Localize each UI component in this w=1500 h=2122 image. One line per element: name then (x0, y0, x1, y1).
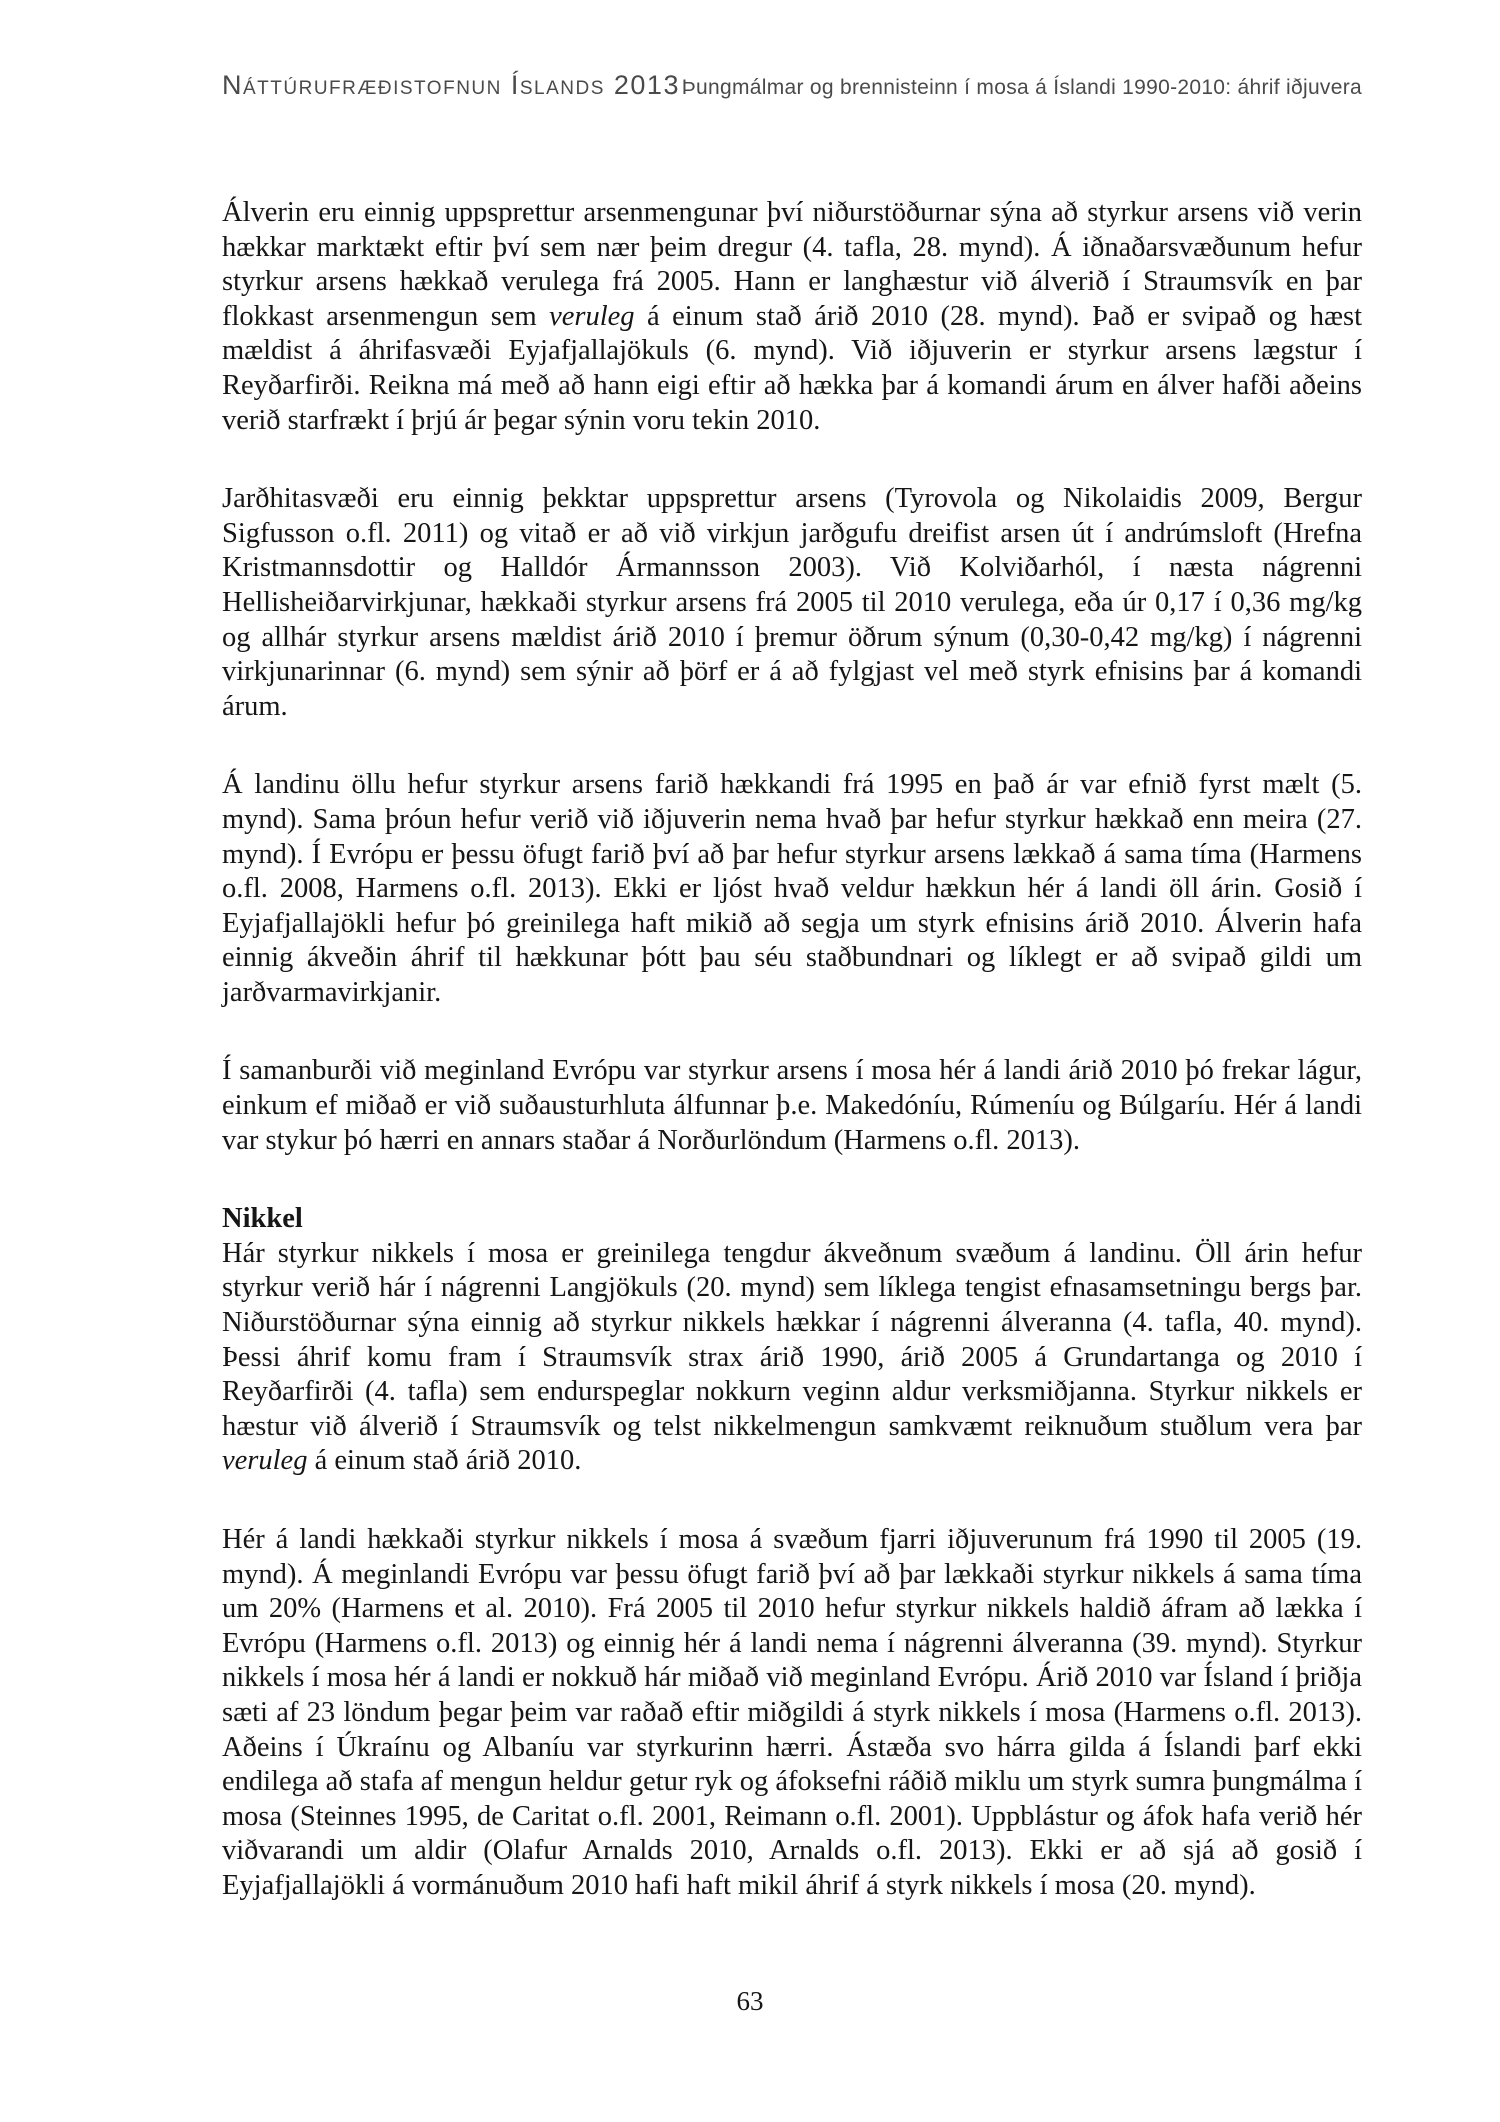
paragraph-geothermal-arsenic: Jarðhitasvæði eru einnig þekktar uppsprettur arsens (Tyrovola og Nikolaidis 2009, Bergur Sigfusson o.fl. 2011) og vitað er að við virkjun jarðgufu dreifist arsen út í andrúmsloft (Hrefna Kristmannsdottir og Halldór Ármannsson 2003). Við Kolviðarhól, í næsta nágrenni Hellisheiðarvirkjunar, hækkaði styrkur arsens frá 2005 til 2010 verulega, eða úr 0,17 í 0,36 mg/kg og allhár styrkur arsens mældist árið 2010 í þremur öðrum sýnum (0,30-0,42 mg/kg) í nágrenni virkjunarinnar (6. mynd) sem sýnir að þörf er á að fylgjast vel með styrk efnisins þar á komandi árum. (222, 483, 1362, 722)
page-body (222, 196, 1362, 1948)
page-header (222, 70, 1362, 101)
paragraph-nickel-trend: Hér á landi hækkaði styrkur nikkels í mosa á svæðum fjarri iðjuverunum frá 1990 til 2005 (19. mynd). Á meginlandi Evrópu var þessu öfugt farið því að þar lækkaði styrkur nikkels á sama tíma um 20% (Harmens et al. 2010). Frá 2005 til 2010 hefur styrkur nikkels haldið áfram að lækka í Evrópu (Harmens o.fl. 2013) og einnig hér á landi nema í nágrenni álveranna (39. mynd). Styrkur nikkels í mosa hér á landi er nokkuð hár miðað við meginland Evrópu. Árið 2010 var Ísland í þriðja sæti af 23 löndum þegar þeim var raðað eftir miðgildi á styrk nikkels í mosa (Harmens o.fl. 2013). Aðeins í Úkraínu og Albaníu var styrkurinn hærri. Ástæða svo hárra gilda á Íslandi þarf ekki endilega að stafa af mengun heldur getur ryk og áfoksefni ráðið miklu um styrk sumra þungmálma í mosa (Steinnes 1995, de Caritat o.fl. 2001, Reimann o.fl. 2001). Uppblástur og áfok hafa verið hér viðvarandi um aldir (Olafur Arnalds 2010, Arnalds o.fl. 2013). Ekki er að sjá að gosið í Eyjafjallajökli á vormánuðum 2010 hafi haft mikil áhrif á styrk nikkels í mosa (20. mynd). (222, 1524, 1362, 1901)
page-number: 63 (736, 1986, 764, 2016)
paragraph-nickel-regions: Hár styrkur nikkels í mosa er greinilega tengdur ákveðnum svæðum á landinu. Öll árin hefur styrkur verið hár í nágrenni Langjökuls (20. mynd) sem líklega tengist efnasamsetningu bergs þar. Niðurstöðurnar sýna einnig að styrkur nikkels hækkar í nágrenni álveranna (4. tafla, 40. mynd). Þessi áhrif komu fram í Straumsvík strax árið 1990, árið 2005 á Grundartanga og 2010 í Reyðarfirði (4. tafla) sem endurspeglar nokkurn veginn aldur verksmiðjanna. Styrkur nikkels er hæstur við álverið í Straumsvík og telst nikkelmengun samkvæmt reiknuðum stuðlum vera þar veruleg á einum stað árið 2010. (222, 1237, 1362, 1477)
paragraph-arsenic-national-trend: Á landinu öllu hefur styrkur arsens farið hækkandi frá 1995 en það ár var efnið fyrst mælt (5. mynd). Sama þróun hefur verið við iðjuverin nema hvað þar hefur styrkur hækkað enn meira (27. mynd). Í Evrópu er þessu öfugt farið því að þar hefur styrkur arsens lækkað á sama tíma (Harmens o.fl. 2008, Harmens o.fl. 2013). Ekki er ljóst hvað veldur hækkun hér á landi öll árin. Gosið í Eyjafjallajökli hefur þó greinilega haft mikið að segja um styrk efnisins árið 2010. Álverin hafa einnig ákveðin áhrif til hækkunar þótt þau séu staðbundnari og líklegt er að svipað gildi um jarðvarmavirkjanir. (222, 769, 1362, 1008)
page-footer (0, 1986, 1500, 2017)
paragraph-arsenic-europe-comparison: Í samanburði við meginland Evrópu var styrkur arsens í mosa hér á landi árið 2010 þó frekar lágur, einkum ef miðað er við suðausturhluta álfunnar þ.e. Makedóníu, Rúmeníu og Búlgaríu. Hér á landi var stykur þó hærri en annars staðar á Norðurlöndum (Harmens o.fl. 2013). (222, 1055, 1362, 1156)
header-publisher: Náttúrufræðistofnun Íslands 2013 (222, 70, 680, 100)
section-heading-nikkel: Nikkel (222, 1203, 303, 1235)
header-report-title: Þungmálmar og brennisteinn í mosa á Íslandi 1990-2010: áhrif iðjuvera (681, 76, 1362, 99)
paragraph-arsenic-smelters: Álverin eru einnig uppsprettur arsenmengunar því niðurstöðurnar sýna að styrkur arsens við verin hækkar marktækt eftir því sem nær þeim dregur (4. tafla, 28. mynd). Á iðnaðarsvæðunum hefur styrkur arsens hækkað verulega frá 2005. Hann er langhæstur við álverið í Straumsvík en þar flokkast arsenmengun sem veruleg á einum stað árið 2010 (28. mynd). Það er svipað og hæst mældist á áhrifasvæði Eyjafjallajökuls (6. mynd). Við iðjuverin er styrkur arsens lægstur í Reyðarfirði. Reikna má með að hann eigi eftir að hækka þar á komandi árum en álver hafði aðeins verið starfrækt í þrjú ár þegar sýnin voru tekin 2010. (222, 197, 1362, 436)
